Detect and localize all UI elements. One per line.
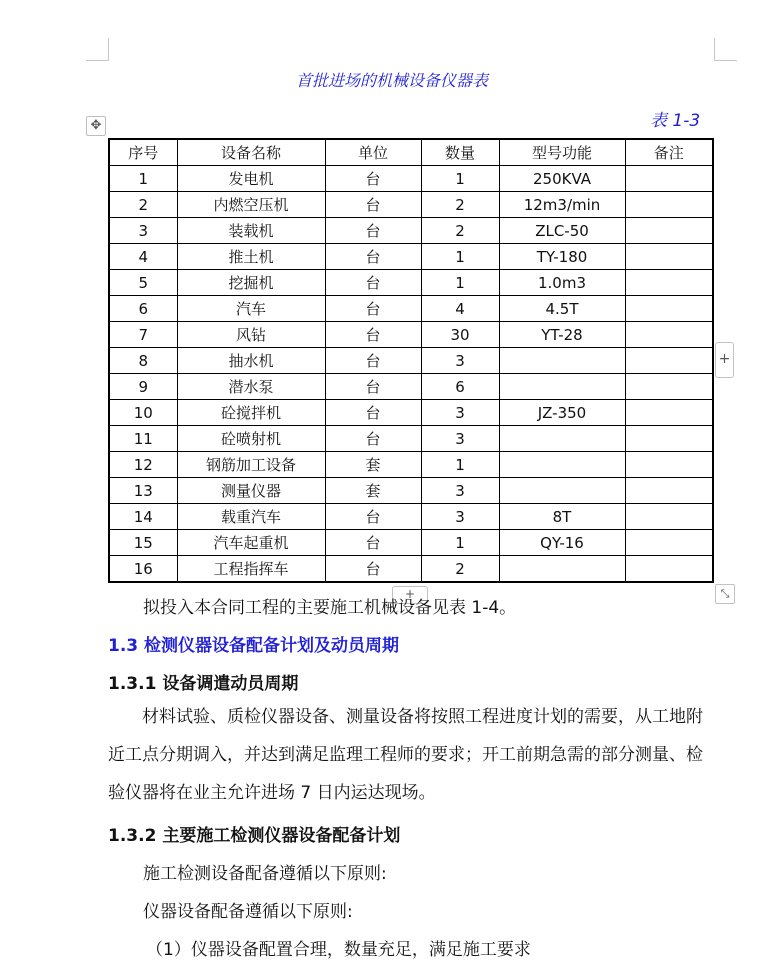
table-cell: 3 — [421, 426, 499, 452]
table-cell: 3 — [421, 348, 499, 374]
table-cell: 载重汽车 — [177, 504, 325, 530]
table-cell: 汽车 — [177, 296, 325, 322]
table-row — [109, 452, 713, 478]
table-cell: 台 — [325, 296, 421, 322]
table-cell: 12 — [109, 452, 177, 478]
table-cell: 6 — [421, 374, 499, 400]
table-cell: 台 — [325, 530, 421, 556]
table-cell: 套 — [325, 478, 421, 504]
table-cell: 台 — [325, 400, 421, 426]
table-cell — [625, 270, 713, 296]
table-cell: 1 — [421, 530, 499, 556]
header-cell: 设备名称 — [177, 139, 325, 166]
table-cell — [499, 452, 625, 478]
table-cell: 汽车起重机 — [177, 530, 325, 556]
table-row — [109, 374, 713, 400]
table-cell: 装载机 — [177, 218, 325, 244]
table-cell — [625, 192, 713, 218]
table-row — [109, 556, 713, 583]
table-cell — [625, 400, 713, 426]
section-heading-1-3: 1.3 检测仪器设备配备计划及动员周期 — [108, 636, 400, 656]
section-heading-1-3-1: 1.3.1 设备调遣动员周期 — [108, 674, 299, 694]
table-cell: 6 — [109, 296, 177, 322]
table-cell — [499, 426, 625, 452]
table-cell: 台 — [325, 374, 421, 400]
table-row — [109, 400, 713, 426]
table-cell: 1 — [421, 452, 499, 478]
table-cell: 台 — [325, 556, 421, 583]
table-cell: 16 — [109, 556, 177, 583]
table-cell: 2 — [421, 556, 499, 583]
table-cell: 工程指挥车 — [177, 556, 325, 583]
table-cell: 30 — [421, 322, 499, 348]
table-cell — [625, 322, 713, 348]
document-title: 首批进场的机械设备仪器表 — [295, 71, 488, 90]
table-cell: TY-180 — [499, 244, 625, 270]
table-label: 表 1-3 — [650, 111, 701, 131]
table-cell: 1 — [421, 270, 499, 296]
table-cell: 挖掘机 — [177, 270, 325, 296]
table-cell — [499, 478, 625, 504]
table-cell — [625, 166, 713, 192]
table-cell: 4 — [109, 244, 177, 270]
table-row — [109, 218, 713, 244]
table-cell: 3 — [421, 478, 499, 504]
table-row — [109, 426, 713, 452]
table-cell: 发电机 — [177, 166, 325, 192]
header-cell: 备注 — [625, 139, 713, 166]
page-corner-mark-top-left — [86, 38, 109, 61]
table-cell — [499, 348, 625, 374]
paragraph-principles-1: 施工检测设备配备遵循以下原则: — [143, 864, 387, 884]
paragraph-line: 近工点分期调入，并达到满足监理工程师的要求；开工前期急需的部分测量、检 — [108, 745, 703, 765]
table-cell: 3 — [421, 504, 499, 530]
table-cell: 推土机 — [177, 244, 325, 270]
table-cell: 11 — [109, 426, 177, 452]
add-column-plus-icon[interactable]: + — [715, 342, 734, 378]
header-cell: 序号 — [109, 139, 177, 166]
table-cell: 250KVA — [499, 166, 625, 192]
table-cell — [625, 244, 713, 270]
table-cell: 台 — [325, 192, 421, 218]
table-cell: 台 — [325, 504, 421, 530]
table-row — [109, 192, 713, 218]
table-cell: 台 — [325, 166, 421, 192]
table-cell: 台 — [325, 218, 421, 244]
header-cell: 数量 — [421, 139, 499, 166]
table-cell: 1.0m3 — [499, 270, 625, 296]
table-row — [109, 244, 713, 270]
table-cell: 8T — [499, 504, 625, 530]
add-row-plus-icon[interactable]: + — [392, 586, 428, 604]
table-row — [109, 270, 713, 296]
table-cell: 台 — [325, 322, 421, 348]
paragraph-line: 材料试验、质检仪器设备、测量设备将按照工程进度计划的需要，从工地附 — [142, 707, 703, 727]
table-cell: JZ-350 — [499, 400, 625, 426]
table-cell: YT-28 — [499, 322, 625, 348]
table-cell: 测量仪器 — [177, 478, 325, 504]
table-row — [109, 478, 713, 504]
table-cell: 潜水泵 — [177, 374, 325, 400]
table-cell: 7 — [109, 322, 177, 348]
table-cell: 内燃空压机 — [177, 192, 325, 218]
table-cell: 砼搅拌机 — [177, 400, 325, 426]
table-cell: 12m3/min — [499, 192, 625, 218]
table-row — [109, 530, 713, 556]
table-cell — [625, 504, 713, 530]
table-cell: 3 — [109, 218, 177, 244]
paragraph-item-1-partial: （1）仪器设备配置合理，数量充足，满足施工要求 — [146, 940, 531, 960]
table-cell: 9 — [109, 374, 177, 400]
table-cell: 砼喷射机 — [177, 426, 325, 452]
table-cell — [625, 452, 713, 478]
paragraph-line: 验仪器将在业主允许进场 7 日内运达现场。 — [108, 783, 436, 803]
table-cell: 8 — [109, 348, 177, 374]
table-cell: 3 — [421, 400, 499, 426]
table-cell — [625, 348, 713, 374]
table-cell — [625, 556, 713, 583]
table-cell — [625, 530, 713, 556]
header-cell: 型号功能 — [499, 139, 625, 166]
table-cell: 5 — [109, 270, 177, 296]
table-cell: 4.5T — [499, 296, 625, 322]
page-corner-mark-top-right — [714, 38, 737, 61]
table-cell: 4 — [421, 296, 499, 322]
table-cell: QY-16 — [499, 530, 625, 556]
intro-paragraph: 拟投入本合同工程的主要施工机械设备见表 1-4。 — [143, 598, 517, 618]
table-cell: 钢筋加工设备 — [177, 452, 325, 478]
table-cell: 1 — [421, 244, 499, 270]
header-cell: 单位 — [325, 139, 421, 166]
table-cell: 台 — [325, 270, 421, 296]
section-heading-1-3-2: 1.3.2 主要施工检测仪器设备配备计划 — [108, 826, 401, 846]
table-cell: 2 — [421, 218, 499, 244]
table-cell — [625, 296, 713, 322]
table-cell — [625, 218, 713, 244]
table-resize-icon[interactable]: ⤡ — [715, 584, 735, 604]
table-cell: 10 — [109, 400, 177, 426]
table-cell: 台 — [325, 426, 421, 452]
table-header-row — [109, 139, 713, 166]
table-cell: 风钻 — [177, 322, 325, 348]
paragraph-mobilization — [108, 698, 720, 812]
table-row — [109, 504, 713, 530]
table-cell: 14 — [109, 504, 177, 530]
table-cell: 2 — [421, 192, 499, 218]
table-row — [109, 322, 713, 348]
table-cell: 套 — [325, 452, 421, 478]
table-cell: 15 — [109, 530, 177, 556]
equipment-table — [108, 138, 714, 583]
table-cell: 2 — [109, 192, 177, 218]
table-cell: 13 — [109, 478, 177, 504]
table-cell — [625, 426, 713, 452]
table-cell: 1 — [421, 166, 499, 192]
table-cell: 1 — [109, 166, 177, 192]
table-cell: 台 — [325, 244, 421, 270]
table-row — [109, 296, 713, 322]
table-cell — [625, 374, 713, 400]
table-cell — [625, 478, 713, 504]
paragraph-principles-2: 仪器设备配备遵循以下原则: — [143, 902, 353, 922]
table-cell — [499, 556, 625, 583]
table-row — [109, 348, 713, 374]
table-cell — [499, 374, 625, 400]
table-cell: 台 — [325, 348, 421, 374]
table-cell: ZLC-50 — [499, 218, 625, 244]
table-move-handle-icon[interactable]: ✥ — [86, 116, 106, 136]
table-row — [109, 166, 713, 192]
table-cell: 抽水机 — [177, 348, 325, 374]
